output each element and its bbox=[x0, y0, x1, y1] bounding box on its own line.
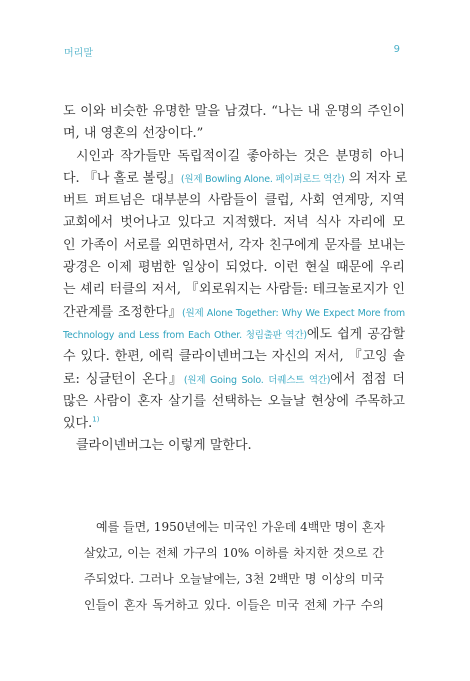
text-span: 다. 『나 홀로 볼링』 bbox=[63, 170, 181, 186]
citation-note: (원제 Bowling Alone. 페이퍼로드 역간) bbox=[180, 173, 345, 185]
text-span: 로: 싱글턴이 온다』 bbox=[63, 371, 184, 387]
text-line: 광경은 이제 평범한 일상이 되었다. 이런 현실 때문에 우리 bbox=[63, 260, 405, 276]
body-text bbox=[63, 101, 408, 458]
section-title: 머리말 bbox=[64, 48, 93, 59]
text-line bbox=[63, 302, 405, 324]
text-line: 는 셰리 터클의 저서, 『외로워지는 사람들: 테크놀로지가 인 bbox=[63, 282, 405, 298]
text-line: 많은 사람이 혼자 살기를 선택하는 오늘날 현상에 주목하고 bbox=[63, 393, 405, 409]
block-quote bbox=[84, 514, 384, 618]
text-span: 의 저자 로 bbox=[344, 170, 408, 186]
text-span: 있다. bbox=[63, 416, 93, 432]
text-line: 버트 퍼트넘은 대부분의 사람들이 클럽, 사회 연계망, 지역 bbox=[63, 193, 405, 209]
text-line bbox=[63, 168, 408, 190]
text-line bbox=[63, 369, 405, 391]
text-line: 수 있다. 한편, 에릭 클라이넨버그는 자신의 저서, 『고잉 솔 bbox=[63, 349, 405, 365]
text-line bbox=[63, 324, 405, 346]
quote-line: 인들이 혼자 독거하고 있다. 이들은 미국 전체 가구 수의 bbox=[84, 598, 384, 612]
page-number: 9 bbox=[393, 44, 400, 55]
text-line: 며, 내 영혼의 선장이다.” bbox=[63, 126, 204, 142]
text-line: 도 이와 비슷한 유명한 말을 남겼다. “나는 내 운명의 주인이 bbox=[63, 104, 405, 119]
text-span: 간관계를 조정한다』 bbox=[63, 304, 183, 320]
text-span: 에서 점점 더 bbox=[330, 371, 405, 387]
quote-line: 예를 들면, 1950년에는 미국인 가운데 4백만 명이 혼자 bbox=[96, 520, 385, 534]
text-line: 시인과 작가들만 독립적이길 좋아하는 것은 분명히 아니 bbox=[76, 148, 405, 164]
citation-note: (원제 Alone Together: Why We Expect More from bbox=[182, 307, 405, 319]
running-header bbox=[64, 44, 400, 60]
quote-line: 살았고, 이는 전체 가구의 10% 이하를 차지한 것으로 간 bbox=[84, 546, 384, 560]
text-line: 클라이넨버그는 이렇게 말한다. bbox=[76, 438, 252, 454]
text-line bbox=[63, 413, 405, 435]
citation-note: Technology and Less from Each Other. 청림출판 역간) bbox=[63, 329, 307, 341]
text-line: 교회에서 벗어나고 있다고 지적했다. 저녁 식사 자리에 모 bbox=[63, 215, 405, 231]
text-line: 인 가족이 서로를 외면하면서, 각자 친구에게 문자를 보내는 bbox=[63, 237, 405, 253]
citation-note: (원제 Going Solo. 더퀘스트 역간) bbox=[183, 374, 331, 386]
quote-line: 주되었다. 그러나 오늘날에는, 3천 2백만 명 이상의 미국 bbox=[84, 572, 384, 586]
text-span: 에도 쉽게 공감할 bbox=[306, 326, 406, 342]
footnote-marker: 1) bbox=[92, 415, 100, 424]
